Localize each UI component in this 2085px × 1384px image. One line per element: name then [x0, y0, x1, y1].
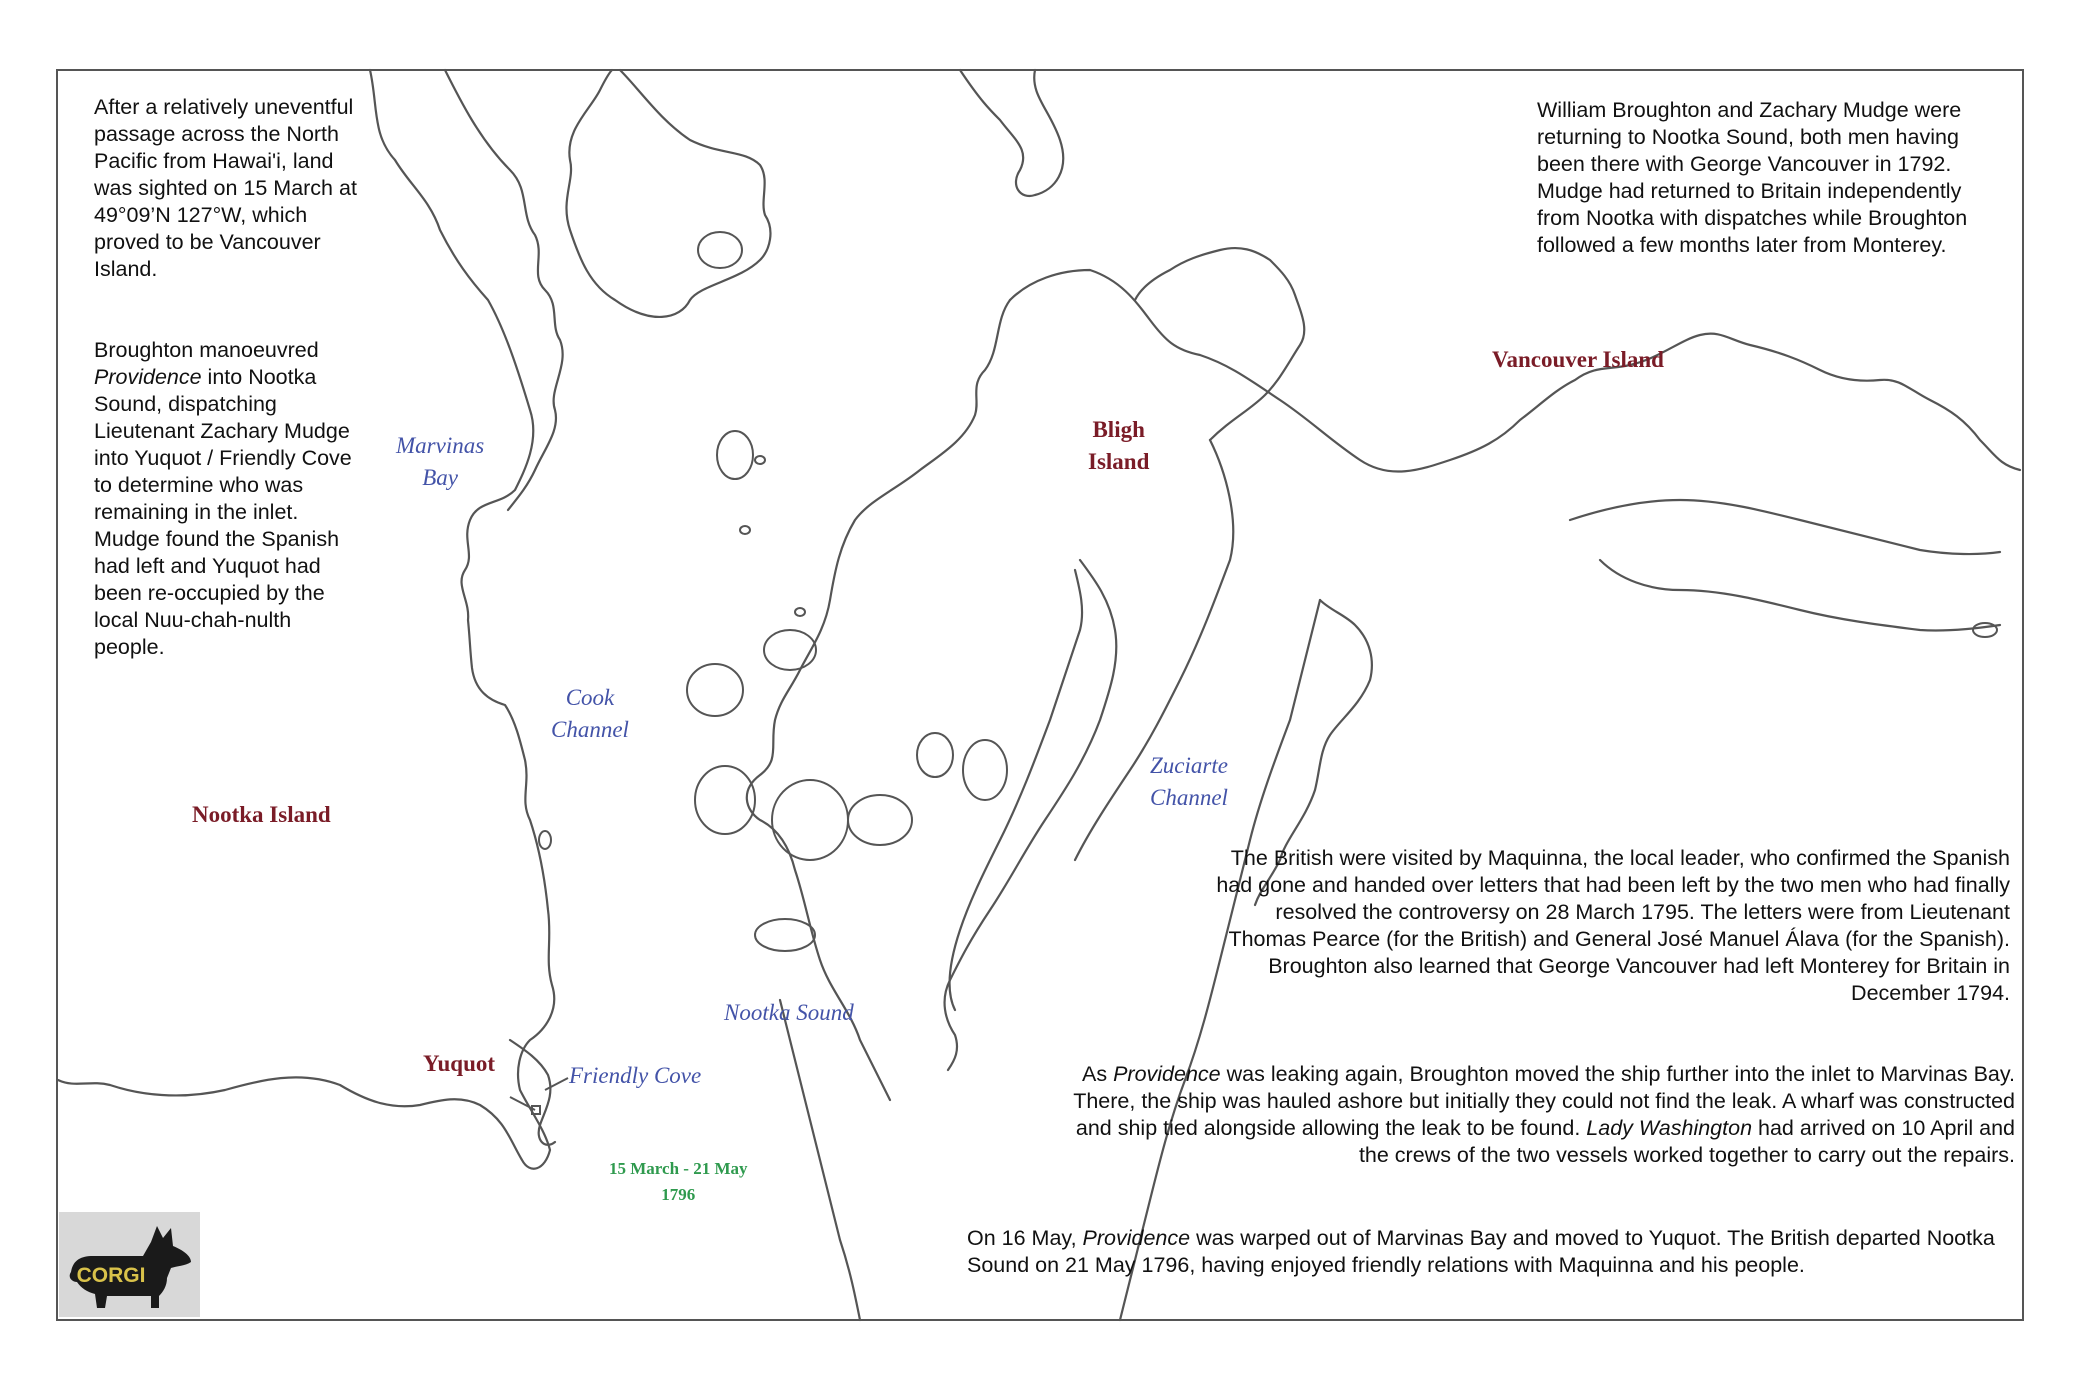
departure-paragraph — [967, 1225, 2012, 1279]
nootka-sound-label: Nootka Sound — [724, 1000, 854, 1025]
repairs-paragraph — [1070, 1061, 2015, 1169]
bligh-island-label — [1088, 414, 1149, 478]
label-line: Channel — [1150, 785, 1228, 810]
departure-text: On 16 May, — [967, 1226, 1083, 1250]
date-line: 15 March - 21 May — [609, 1159, 748, 1178]
logo-text: CORGI — [76, 1264, 146, 1287]
corgi-dog-icon — [59, 1212, 200, 1317]
nootka-island-label: Nootka Island — [192, 802, 331, 827]
marvinas-bay-label — [396, 430, 484, 494]
ship-name: Providence — [1113, 1062, 1221, 1086]
yuquot-label: Yuquot — [423, 1051, 496, 1076]
label-line: Bay — [422, 465, 458, 490]
ship-name: Providence — [94, 365, 202, 389]
date-range-label — [609, 1156, 748, 1208]
vancouver-island-label: Vancouver Island — [1492, 347, 1664, 372]
friendly-cove-label: Friendly Cove — [569, 1063, 702, 1088]
officers-paragraph: William Broughton and Zachary Mudge were returning to Nootka Sound, both men having been there with George Vancouver in 1792. Mudge had returned to Britain independently from Nootka with dispatches while Broughton followed a few months later from Monterey. — [1537, 98, 1968, 257]
label-line: Bligh — [1092, 417, 1145, 442]
ship-name: Lady Washington — [1586, 1116, 1753, 1140]
label-line: Channel — [551, 717, 629, 742]
maquinna-paragraph: The British were visited by Maquinna, the local leader, who confirmed the Spanish had gone and handed over letters that had been left by the two men who had finally resolved the controversy on 28 March 1795. The letters were from Lieutenant Thomas Pearce (for the British) and General José Manuel Álava (for the Spanish). Broughton also learned that George Vancouver had left Monterey for Britain in December 1794. — [1216, 846, 2010, 1005]
departure-text: was warped out of Marvinas Bay and moved to Yuquot. The British departed Nootka Sound on 21 May 1796, having enjoyed friendly relations with Maquinna and his people. — [967, 1226, 1995, 1277]
date-line: 1796 — [661, 1185, 696, 1204]
passage-paragraph: After a relatively uneventful passage across the North Pacific from Hawai'i, land was sighted on 15 March at 49°09’N 127°W, which proved to be Vancouver Island. — [94, 95, 357, 281]
cook-channel-label — [551, 682, 629, 746]
repairs-text: had arrived on 10 April and the crews of the two vessels worked together to carry out the repairs. — [1358, 1116, 2015, 1167]
entry-text: Broughton manoeuvred — [94, 338, 319, 362]
ship-name: Providence — [1082, 1226, 1191, 1250]
entry-text: into Nootka Sound, dispatching Lieutenant Zachary Mudge into Yuquot / Friendly Cove to determine who was remaining in the inlet. Mudge found the Spanish had left and Yuquot had been re-occupied by the local Nuu-chah-nulth people. — [94, 365, 352, 659]
label-line: Island — [1088, 449, 1150, 474]
repairs-text: As — [1081, 1062, 1114, 1086]
zuciarte-channel-label — [1150, 750, 1228, 814]
corgi-logo — [59, 1212, 200, 1317]
entry-paragraph — [94, 337, 364, 661]
label-line: Marvinas — [396, 433, 485, 458]
repairs-text: was leaking again, Broughton moved the ship further into the inlet to Marvinas Bay. There, the ship was hauled ashore but initially they could not find the leak. A wharf was constructed and ship tied alongside allowing the leak to be found. — [1073, 1062, 2015, 1140]
label-line: Zuciarte — [1150, 753, 1228, 778]
label-line: Cook — [565, 685, 615, 710]
